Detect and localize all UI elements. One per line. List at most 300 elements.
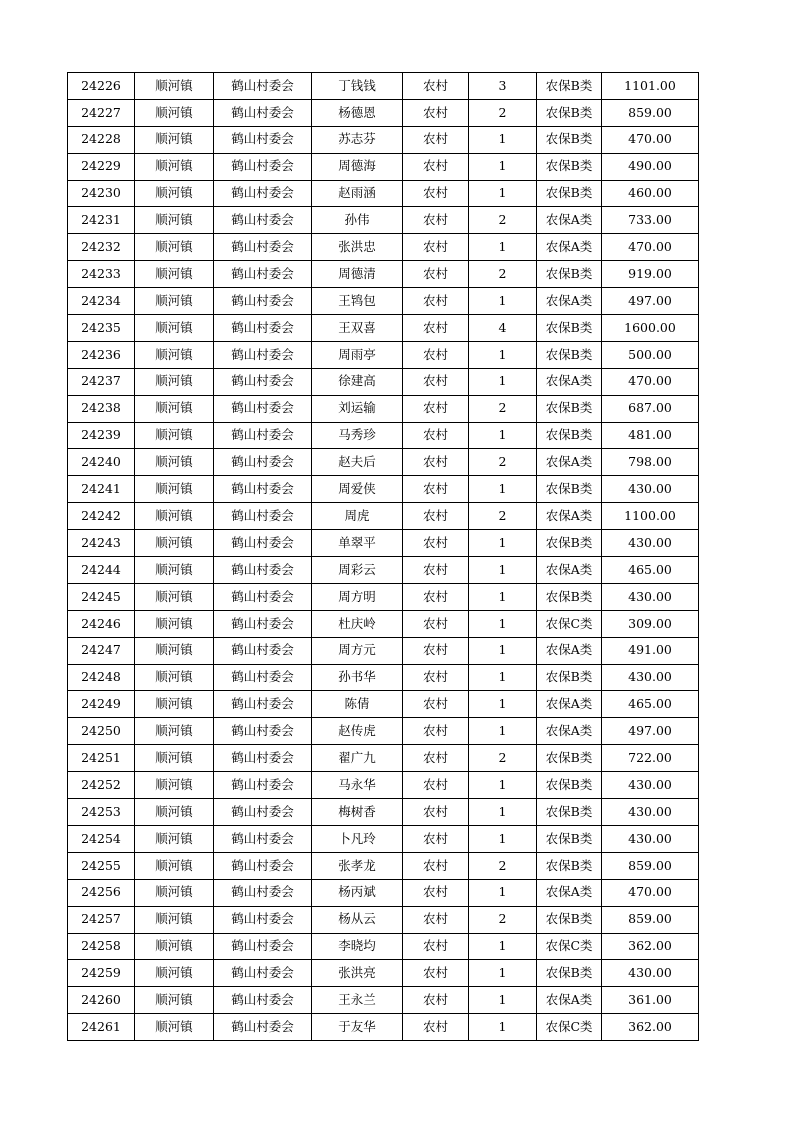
cell-count: 2	[469, 261, 537, 288]
cell-area: 农村	[403, 960, 469, 987]
cell-area: 农村	[403, 153, 469, 180]
cell-name: 徐建高	[312, 368, 403, 395]
cell-category: 农保C类	[537, 610, 602, 637]
cell-amount: 465.00	[602, 557, 699, 584]
cell-id: 24255	[68, 852, 135, 879]
cell-category: 农保A类	[537, 234, 602, 261]
cell-count: 2	[469, 852, 537, 879]
cell-id: 24228	[68, 126, 135, 153]
cell-id: 24234	[68, 288, 135, 315]
cell-name: 马永华	[312, 772, 403, 799]
cell-count: 1	[469, 530, 537, 557]
cell-amount: 362.00	[602, 933, 699, 960]
cell-id: 24238	[68, 395, 135, 422]
cell-amount: 430.00	[602, 799, 699, 826]
cell-area: 农村	[403, 987, 469, 1014]
cell-town: 顺河镇	[135, 960, 214, 987]
table-row	[68, 234, 699, 261]
table-row	[68, 879, 699, 906]
cell-name: 王双喜	[312, 315, 403, 342]
cell-amount: 361.00	[602, 987, 699, 1014]
cell-name: 于友华	[312, 1014, 403, 1041]
cell-amount: 481.00	[602, 422, 699, 449]
roster-body	[68, 73, 699, 1041]
cell-area: 农村	[403, 718, 469, 745]
cell-town: 顺河镇	[135, 557, 214, 584]
cell-count: 1	[469, 987, 537, 1014]
cell-name: 张孝龙	[312, 852, 403, 879]
cell-town: 顺河镇	[135, 772, 214, 799]
table-row	[68, 718, 699, 745]
cell-count: 1	[469, 180, 537, 207]
cell-id: 24260	[68, 987, 135, 1014]
cell-area: 农村	[403, 745, 469, 772]
cell-id: 24226	[68, 73, 135, 100]
cell-amount: 430.00	[602, 476, 699, 503]
cell-town: 顺河镇	[135, 180, 214, 207]
table-row	[68, 960, 699, 987]
cell-amount: 722.00	[602, 745, 699, 772]
cell-area: 农村	[403, 691, 469, 718]
cell-category: 农保A类	[537, 449, 602, 476]
cell-name: 周彩云	[312, 557, 403, 584]
roster-table	[67, 72, 699, 1041]
cell-town: 顺河镇	[135, 879, 214, 906]
cell-name: 单翠平	[312, 530, 403, 557]
cell-area: 农村	[403, 610, 469, 637]
cell-area: 农村	[403, 476, 469, 503]
cell-village: 鹤山村委会	[214, 583, 312, 610]
cell-town: 顺河镇	[135, 852, 214, 879]
cell-town: 顺河镇	[135, 664, 214, 691]
cell-town: 顺河镇	[135, 207, 214, 234]
cell-amount: 465.00	[602, 691, 699, 718]
cell-town: 顺河镇	[135, 691, 214, 718]
cell-name: 杨从云	[312, 906, 403, 933]
cell-count: 1	[469, 1014, 537, 1041]
cell-count: 1	[469, 664, 537, 691]
cell-category: 农保A类	[537, 503, 602, 530]
cell-count: 1	[469, 422, 537, 449]
cell-village: 鹤山村委会	[214, 126, 312, 153]
cell-category: 农保C类	[537, 933, 602, 960]
cell-category: 农保A类	[537, 368, 602, 395]
table-row	[68, 610, 699, 637]
cell-town: 顺河镇	[135, 449, 214, 476]
cell-amount: 1600.00	[602, 315, 699, 342]
cell-count: 2	[469, 745, 537, 772]
cell-id: 24240	[68, 449, 135, 476]
cell-village: 鹤山村委会	[214, 664, 312, 691]
cell-name: 翟广九	[312, 745, 403, 772]
cell-id: 24250	[68, 718, 135, 745]
cell-id: 24231	[68, 207, 135, 234]
cell-name: 周雨亭	[312, 341, 403, 368]
cell-category: 农保B类	[537, 476, 602, 503]
cell-town: 顺河镇	[135, 99, 214, 126]
cell-count: 1	[469, 368, 537, 395]
cell-category: 农保A类	[537, 557, 602, 584]
cell-town: 顺河镇	[135, 530, 214, 557]
cell-count: 1	[469, 879, 537, 906]
table-row	[68, 126, 699, 153]
cell-amount: 491.00	[602, 637, 699, 664]
table-row	[68, 933, 699, 960]
cell-category: 农保B类	[537, 583, 602, 610]
table-row	[68, 530, 699, 557]
cell-village: 鹤山村委会	[214, 315, 312, 342]
cell-id: 24229	[68, 153, 135, 180]
cell-count: 1	[469, 234, 537, 261]
cell-area: 农村	[403, 126, 469, 153]
cell-area: 农村	[403, 1014, 469, 1041]
cell-count: 3	[469, 73, 537, 100]
cell-town: 顺河镇	[135, 341, 214, 368]
cell-name: 丁钱钱	[312, 73, 403, 100]
cell-area: 农村	[403, 341, 469, 368]
cell-id: 24227	[68, 99, 135, 126]
cell-amount: 470.00	[602, 879, 699, 906]
cell-id: 24230	[68, 180, 135, 207]
cell-category: 农保B类	[537, 825, 602, 852]
cell-town: 顺河镇	[135, 126, 214, 153]
cell-area: 农村	[403, 99, 469, 126]
cell-id: 24248	[68, 664, 135, 691]
cell-category: 农保B类	[537, 745, 602, 772]
cell-id: 24256	[68, 879, 135, 906]
cell-village: 鹤山村委会	[214, 557, 312, 584]
cell-village: 鹤山村委会	[214, 852, 312, 879]
cell-town: 顺河镇	[135, 825, 214, 852]
cell-id: 24241	[68, 476, 135, 503]
cell-town: 顺河镇	[135, 261, 214, 288]
cell-name: 李晓均	[312, 933, 403, 960]
cell-amount: 859.00	[602, 852, 699, 879]
cell-id: 24233	[68, 261, 135, 288]
cell-village: 鹤山村委会	[214, 691, 312, 718]
table-row	[68, 1014, 699, 1041]
cell-category: 农保B类	[537, 99, 602, 126]
table-row	[68, 288, 699, 315]
cell-name: 梅树香	[312, 799, 403, 826]
cell-id: 24243	[68, 530, 135, 557]
table-row	[68, 261, 699, 288]
cell-count: 1	[469, 772, 537, 799]
cell-area: 农村	[403, 879, 469, 906]
cell-village: 鹤山村委会	[214, 799, 312, 826]
cell-category: 农保B类	[537, 395, 602, 422]
cell-category: 农保A类	[537, 691, 602, 718]
table-row	[68, 341, 699, 368]
cell-count: 2	[469, 395, 537, 422]
cell-town: 顺河镇	[135, 503, 214, 530]
cell-town: 顺河镇	[135, 73, 214, 100]
cell-category: 农保B类	[537, 852, 602, 879]
cell-town: 顺河镇	[135, 476, 214, 503]
cell-category: 农保B类	[537, 422, 602, 449]
cell-id: 24244	[68, 557, 135, 584]
cell-town: 顺河镇	[135, 583, 214, 610]
cell-category: 农保B类	[537, 126, 602, 153]
cell-amount: 470.00	[602, 234, 699, 261]
cell-category: 农保B类	[537, 664, 602, 691]
cell-area: 农村	[403, 73, 469, 100]
cell-name: 孙书华	[312, 664, 403, 691]
cell-area: 农村	[403, 799, 469, 826]
cell-category: 农保A类	[537, 637, 602, 664]
table-row	[68, 207, 699, 234]
cell-id: 24252	[68, 772, 135, 799]
table-row	[68, 745, 699, 772]
cell-town: 顺河镇	[135, 718, 214, 745]
cell-town: 顺河镇	[135, 288, 214, 315]
cell-area: 农村	[403, 234, 469, 261]
cell-count: 1	[469, 933, 537, 960]
cell-village: 鹤山村委会	[214, 530, 312, 557]
cell-village: 鹤山村委会	[214, 503, 312, 530]
cell-amount: 430.00	[602, 772, 699, 799]
cell-id: 24246	[68, 610, 135, 637]
cell-village: 鹤山村委会	[214, 73, 312, 100]
cell-village: 鹤山村委会	[214, 99, 312, 126]
cell-village: 鹤山村委会	[214, 960, 312, 987]
cell-area: 农村	[403, 207, 469, 234]
cell-id: 24253	[68, 799, 135, 826]
table-row	[68, 73, 699, 100]
cell-amount: 490.00	[602, 153, 699, 180]
cell-village: 鹤山村委会	[214, 718, 312, 745]
cell-count: 1	[469, 637, 537, 664]
cell-name: 张洪亮	[312, 960, 403, 987]
cell-id: 24232	[68, 234, 135, 261]
cell-area: 农村	[403, 288, 469, 315]
cell-amount: 798.00	[602, 449, 699, 476]
cell-village: 鹤山村委会	[214, 368, 312, 395]
cell-town: 顺河镇	[135, 153, 214, 180]
cell-count: 1	[469, 126, 537, 153]
cell-amount: 859.00	[602, 99, 699, 126]
cell-id: 24254	[68, 825, 135, 852]
cell-amount: 919.00	[602, 261, 699, 288]
cell-amount: 470.00	[602, 126, 699, 153]
cell-village: 鹤山村委会	[214, 341, 312, 368]
cell-count: 2	[469, 99, 537, 126]
cell-id: 24249	[68, 691, 135, 718]
cell-town: 顺河镇	[135, 368, 214, 395]
cell-name: 周虎	[312, 503, 403, 530]
table-row	[68, 987, 699, 1014]
cell-town: 顺河镇	[135, 799, 214, 826]
cell-count: 1	[469, 288, 537, 315]
cell-count: 1	[469, 799, 537, 826]
cell-town: 顺河镇	[135, 637, 214, 664]
cell-id: 24247	[68, 637, 135, 664]
cell-village: 鹤山村委会	[214, 772, 312, 799]
cell-category: 农保B类	[537, 261, 602, 288]
cell-category: 农保A类	[537, 879, 602, 906]
cell-name: 苏志芬	[312, 126, 403, 153]
cell-category: 农保B类	[537, 530, 602, 557]
cell-amount: 859.00	[602, 906, 699, 933]
table-row	[68, 772, 699, 799]
cell-area: 农村	[403, 933, 469, 960]
cell-category: 农保B类	[537, 906, 602, 933]
cell-id: 24242	[68, 503, 135, 530]
cell-category: 农保B类	[537, 153, 602, 180]
cell-name: 杨德恩	[312, 99, 403, 126]
cell-id: 24257	[68, 906, 135, 933]
cell-category: 农保B类	[537, 180, 602, 207]
cell-town: 顺河镇	[135, 987, 214, 1014]
cell-amount: 430.00	[602, 664, 699, 691]
cell-area: 农村	[403, 825, 469, 852]
table-row	[68, 503, 699, 530]
cell-village: 鹤山村委会	[214, 745, 312, 772]
cell-count: 1	[469, 960, 537, 987]
cell-area: 农村	[403, 180, 469, 207]
cell-name: 马秀珍	[312, 422, 403, 449]
table-row	[68, 315, 699, 342]
cell-category: 农保B类	[537, 799, 602, 826]
cell-amount: 309.00	[602, 610, 699, 637]
cell-id: 24236	[68, 341, 135, 368]
table-row	[68, 180, 699, 207]
cell-town: 顺河镇	[135, 745, 214, 772]
cell-village: 鹤山村委会	[214, 933, 312, 960]
cell-amount: 430.00	[602, 960, 699, 987]
cell-village: 鹤山村委会	[214, 234, 312, 261]
table-row	[68, 906, 699, 933]
cell-village: 鹤山村委会	[214, 422, 312, 449]
table-row	[68, 664, 699, 691]
cell-village: 鹤山村委会	[214, 207, 312, 234]
cell-count: 2	[469, 906, 537, 933]
cell-town: 顺河镇	[135, 1014, 214, 1041]
cell-count: 1	[469, 610, 537, 637]
cell-id: 24261	[68, 1014, 135, 1041]
cell-category: 农保A类	[537, 288, 602, 315]
cell-village: 鹤山村委会	[214, 879, 312, 906]
cell-count: 1	[469, 557, 537, 584]
cell-area: 农村	[403, 906, 469, 933]
cell-name: 卜凡玲	[312, 825, 403, 852]
cell-name: 孙伟	[312, 207, 403, 234]
cell-amount: 1100.00	[602, 503, 699, 530]
cell-area: 农村	[403, 368, 469, 395]
cell-category: 农保B类	[537, 315, 602, 342]
cell-category: 农保B类	[537, 772, 602, 799]
cell-amount: 497.00	[602, 288, 699, 315]
cell-town: 顺河镇	[135, 315, 214, 342]
cell-village: 鹤山村委会	[214, 825, 312, 852]
cell-amount: 733.00	[602, 207, 699, 234]
cell-name: 张洪忠	[312, 234, 403, 261]
cell-name: 周德清	[312, 261, 403, 288]
cell-name: 赵夫后	[312, 449, 403, 476]
cell-town: 顺河镇	[135, 933, 214, 960]
cell-name: 刘运输	[312, 395, 403, 422]
cell-count: 1	[469, 718, 537, 745]
cell-town: 顺河镇	[135, 395, 214, 422]
cell-amount: 500.00	[602, 341, 699, 368]
table-row	[68, 825, 699, 852]
cell-count: 2	[469, 503, 537, 530]
cell-area: 农村	[403, 772, 469, 799]
table-row	[68, 368, 699, 395]
cell-name: 赵雨涵	[312, 180, 403, 207]
cell-id: 24258	[68, 933, 135, 960]
cell-id: 24235	[68, 315, 135, 342]
cell-category: 农保B类	[537, 73, 602, 100]
table-row	[68, 422, 699, 449]
table-row	[68, 852, 699, 879]
cell-area: 农村	[403, 530, 469, 557]
cell-village: 鹤山村委会	[214, 153, 312, 180]
cell-area: 农村	[403, 503, 469, 530]
cell-village: 鹤山村委会	[214, 449, 312, 476]
cell-village: 鹤山村委会	[214, 288, 312, 315]
cell-village: 鹤山村委会	[214, 180, 312, 207]
table-row	[68, 476, 699, 503]
table-row	[68, 153, 699, 180]
cell-id: 24245	[68, 583, 135, 610]
cell-id: 24259	[68, 960, 135, 987]
cell-village: 鹤山村委会	[214, 906, 312, 933]
cell-village: 鹤山村委会	[214, 610, 312, 637]
cell-amount: 430.00	[602, 825, 699, 852]
cell-category: 农保B类	[537, 960, 602, 987]
cell-amount: 460.00	[602, 180, 699, 207]
cell-area: 农村	[403, 449, 469, 476]
cell-village: 鹤山村委会	[214, 261, 312, 288]
cell-name: 赵传虎	[312, 718, 403, 745]
table-row	[68, 691, 699, 718]
cell-category: 农保C类	[537, 1014, 602, 1041]
cell-category: 农保A类	[537, 987, 602, 1014]
cell-amount: 497.00	[602, 718, 699, 745]
cell-area: 农村	[403, 583, 469, 610]
cell-village: 鹤山村委会	[214, 987, 312, 1014]
cell-town: 顺河镇	[135, 234, 214, 261]
table-row	[68, 449, 699, 476]
cell-count: 1	[469, 583, 537, 610]
table-row	[68, 799, 699, 826]
cell-amount: 430.00	[602, 583, 699, 610]
cell-town: 顺河镇	[135, 422, 214, 449]
cell-area: 农村	[403, 557, 469, 584]
cell-amount: 1101.00	[602, 73, 699, 100]
cell-village: 鹤山村委会	[214, 1014, 312, 1041]
cell-amount: 687.00	[602, 395, 699, 422]
cell-amount: 430.00	[602, 530, 699, 557]
cell-area: 农村	[403, 637, 469, 664]
cell-name: 陈倩	[312, 691, 403, 718]
cell-name: 王永兰	[312, 987, 403, 1014]
cell-village: 鹤山村委会	[214, 637, 312, 664]
table-row	[68, 583, 699, 610]
cell-count: 1	[469, 691, 537, 718]
cell-name: 杨丙斌	[312, 879, 403, 906]
cell-count: 4	[469, 315, 537, 342]
cell-town: 顺河镇	[135, 610, 214, 637]
cell-id: 24251	[68, 745, 135, 772]
cell-town: 顺河镇	[135, 906, 214, 933]
cell-category: 农保A类	[537, 718, 602, 745]
cell-name: 周德海	[312, 153, 403, 180]
table-row	[68, 395, 699, 422]
cell-area: 农村	[403, 422, 469, 449]
table-row	[68, 99, 699, 126]
